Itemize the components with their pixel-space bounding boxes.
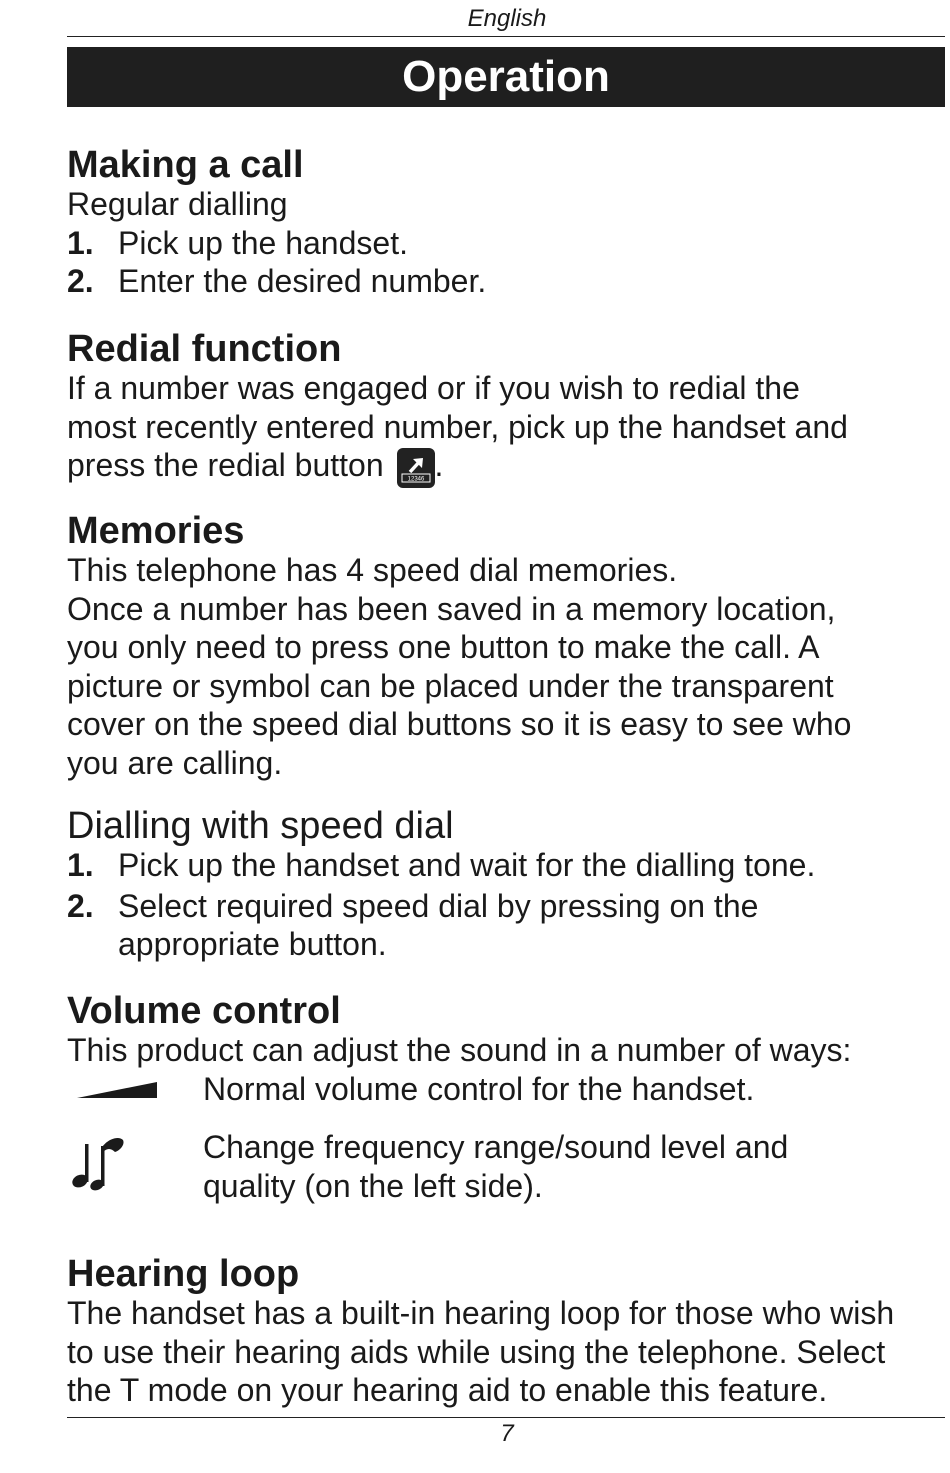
paragraph-line: cover on the speed dial buttons so it is easy to see who — [67, 706, 852, 742]
paragraph-line: Once a number has been saved in a memory location, — [67, 590, 836, 627]
paragraph-line: If a number was engaged or if you wish to redial the — [67, 370, 800, 406]
section-redial — [67, 329, 942, 488]
paragraph-line — [67, 446, 942, 488]
paragraph-line: most recently entered number, pick up the handset and — [67, 408, 848, 445]
section-heading: Redial function — [67, 328, 342, 370]
section-speed-dial — [67, 806, 942, 964]
volume-item-text: Change frequency range/sound level and quality (on the left side). — [203, 1129, 789, 1204]
redial-text: press the redial button — [67, 447, 384, 483]
redial-button-icon — [397, 448, 435, 488]
section-memories — [67, 511, 942, 782]
section-subheading: Dialling with speed dial — [67, 805, 454, 847]
paragraph-line: you only need to press one button to make the call. A — [67, 629, 820, 665]
redial-punct: . — [434, 447, 444, 483]
list-item — [67, 846, 942, 885]
page-title: Operation — [67, 47, 945, 107]
list-item — [67, 887, 942, 964]
list-item — [67, 224, 942, 263]
section-volume — [67, 991, 942, 1205]
step-number: 1. — [67, 847, 94, 883]
step-number: 2. — [67, 263, 94, 299]
section-heading: Hearing loop — [67, 1253, 300, 1295]
paragraph-line: you are calling. — [67, 744, 283, 781]
header-rule — [67, 36, 945, 37]
subheading: Regular dialling — [67, 186, 288, 222]
section-heading: Memories — [67, 510, 245, 552]
footer-rule — [67, 1417, 945, 1418]
section-hearing-loop — [67, 1254, 942, 1410]
page-number: 7 — [500, 1420, 514, 1447]
section-heading: Volume control — [67, 990, 341, 1032]
paragraph-line: This telephone has 4 speed dial memories. — [67, 552, 678, 588]
list-item — [67, 262, 942, 301]
section-making-call — [67, 145, 942, 301]
list-item — [67, 1070, 942, 1109]
paragraph-line: This product can adjust the sound in a number of ways: — [67, 1032, 852, 1068]
paragraph-line: picture or symbol can be placed under the transparent — [67, 667, 834, 704]
step-text: Pick up the handset and wait for the dialling tone. — [118, 847, 816, 883]
step-text: Pick up the handset. — [118, 224, 408, 261]
step-number: 1. — [67, 224, 94, 261]
redial-icon-label: 12346 — [407, 476, 424, 483]
volume-ramp-icon — [67, 1070, 203, 1109]
step-text: Enter the desired number. — [118, 263, 487, 299]
section-heading: Making a call — [67, 144, 304, 186]
paragraph-line: the T mode on your hearing aid to enable this feature. — [67, 1372, 828, 1408]
list-item — [67, 1128, 942, 1205]
step-number: 2. — [67, 887, 94, 924]
language-label: English — [467, 5, 547, 32]
volume-item-text: Normal volume control for the handset. — [203, 1070, 755, 1107]
paragraph-line: The handset has a built-in hearing loop for those who wish — [67, 1295, 895, 1331]
music-notes-icon — [67, 1128, 203, 1205]
paragraph-line: to use their hearing aids while using the telephone. Select — [67, 1333, 886, 1370]
step-text: Select required speed dial by pressing on the appropriate button. — [118, 887, 759, 962]
